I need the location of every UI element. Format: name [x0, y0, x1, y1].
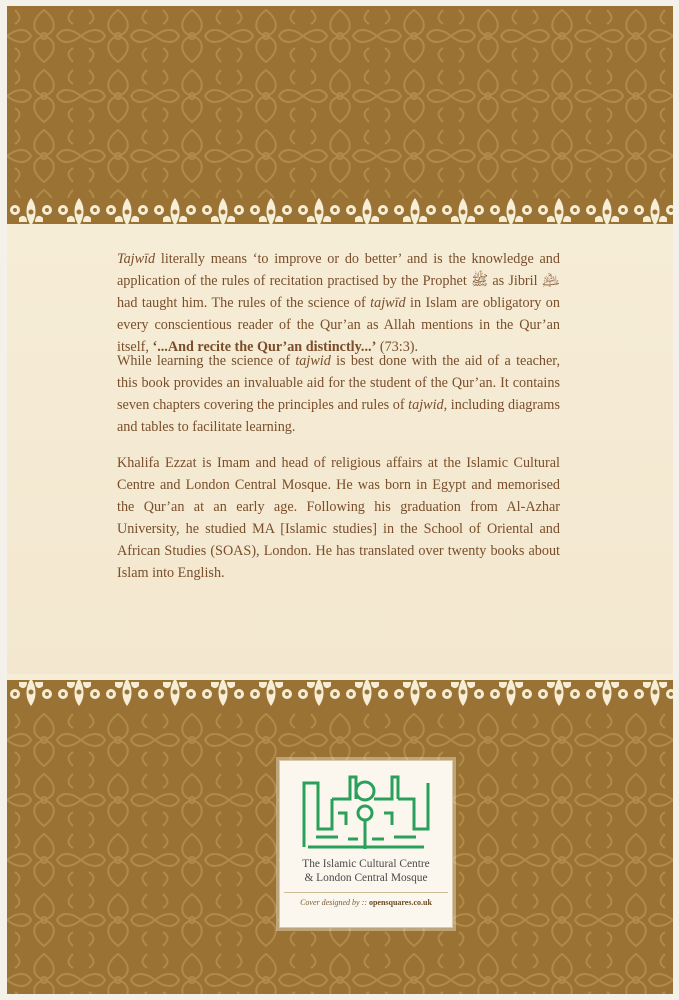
- credit-site: opensquares.co.uk: [368, 898, 432, 907]
- cover-credit: [280, 898, 452, 907]
- quran-quote: ‘...And recite the Qur’an distinctly...’: [152, 339, 377, 355]
- description-paragraph: [117, 248, 560, 358]
- term-tajwid: tajwid: [408, 397, 444, 413]
- credit-prefix: Cover designed by ::: [300, 898, 369, 907]
- term-tajwid: tajwid: [295, 353, 331, 369]
- text-span: in Islam are obligatory on every conscientious reader of the Qur’an as Allah mentions in the Qur’an itself,: [117, 295, 560, 355]
- damask-pattern-top: [7, 6, 673, 198]
- term-tajwid: Tajwīd: [117, 251, 156, 267]
- text-span: While learning the science of: [117, 353, 296, 369]
- text-span: literally means ‘to improve or do better’ and is the knowledge and application of the rules of recitation practised by the Prophet ﷺ as Jibril ﵇ had taught him. The rules of the science of: [117, 251, 561, 311]
- author-paragraph: Khalifa Ezzat is Imam and head of religious affairs at the Islamic Cultural Centre and London Central Mosque. He was born in Egypt and memorised the Qur’an at an early age. Following his graduation from Al-Azhar University, he studied MA [Islamic studies] in the School of Oriental and African Studies (SOAS), London. He has translated over twenty books about Islam into English.: [117, 455, 560, 581]
- divider: [284, 892, 448, 893]
- term-tajwid: tajwīd: [370, 295, 406, 311]
- text-span: is best done with the aid of a teacher, this book provides an invaluable aid for the student of the Qur’an. It contains seven chapters covering the principles and rules of: [117, 353, 561, 413]
- ornamental-border-top: [7, 196, 673, 230]
- islamic-centre-logo: [298, 769, 434, 853]
- logo-name-line1: The Islamic Cultural Centre: [302, 858, 430, 870]
- logo-name-line2: & London Central Mosque: [304, 872, 428, 884]
- verse-reference: (73:3).: [376, 339, 419, 355]
- back-cover: [7, 6, 673, 994]
- book-paragraph: [117, 350, 560, 438]
- logo-box: [279, 760, 453, 928]
- ornamental-border-bottom: [7, 674, 673, 708]
- text-span: , including diagrams and tables to facilitate learning.: [117, 397, 560, 435]
